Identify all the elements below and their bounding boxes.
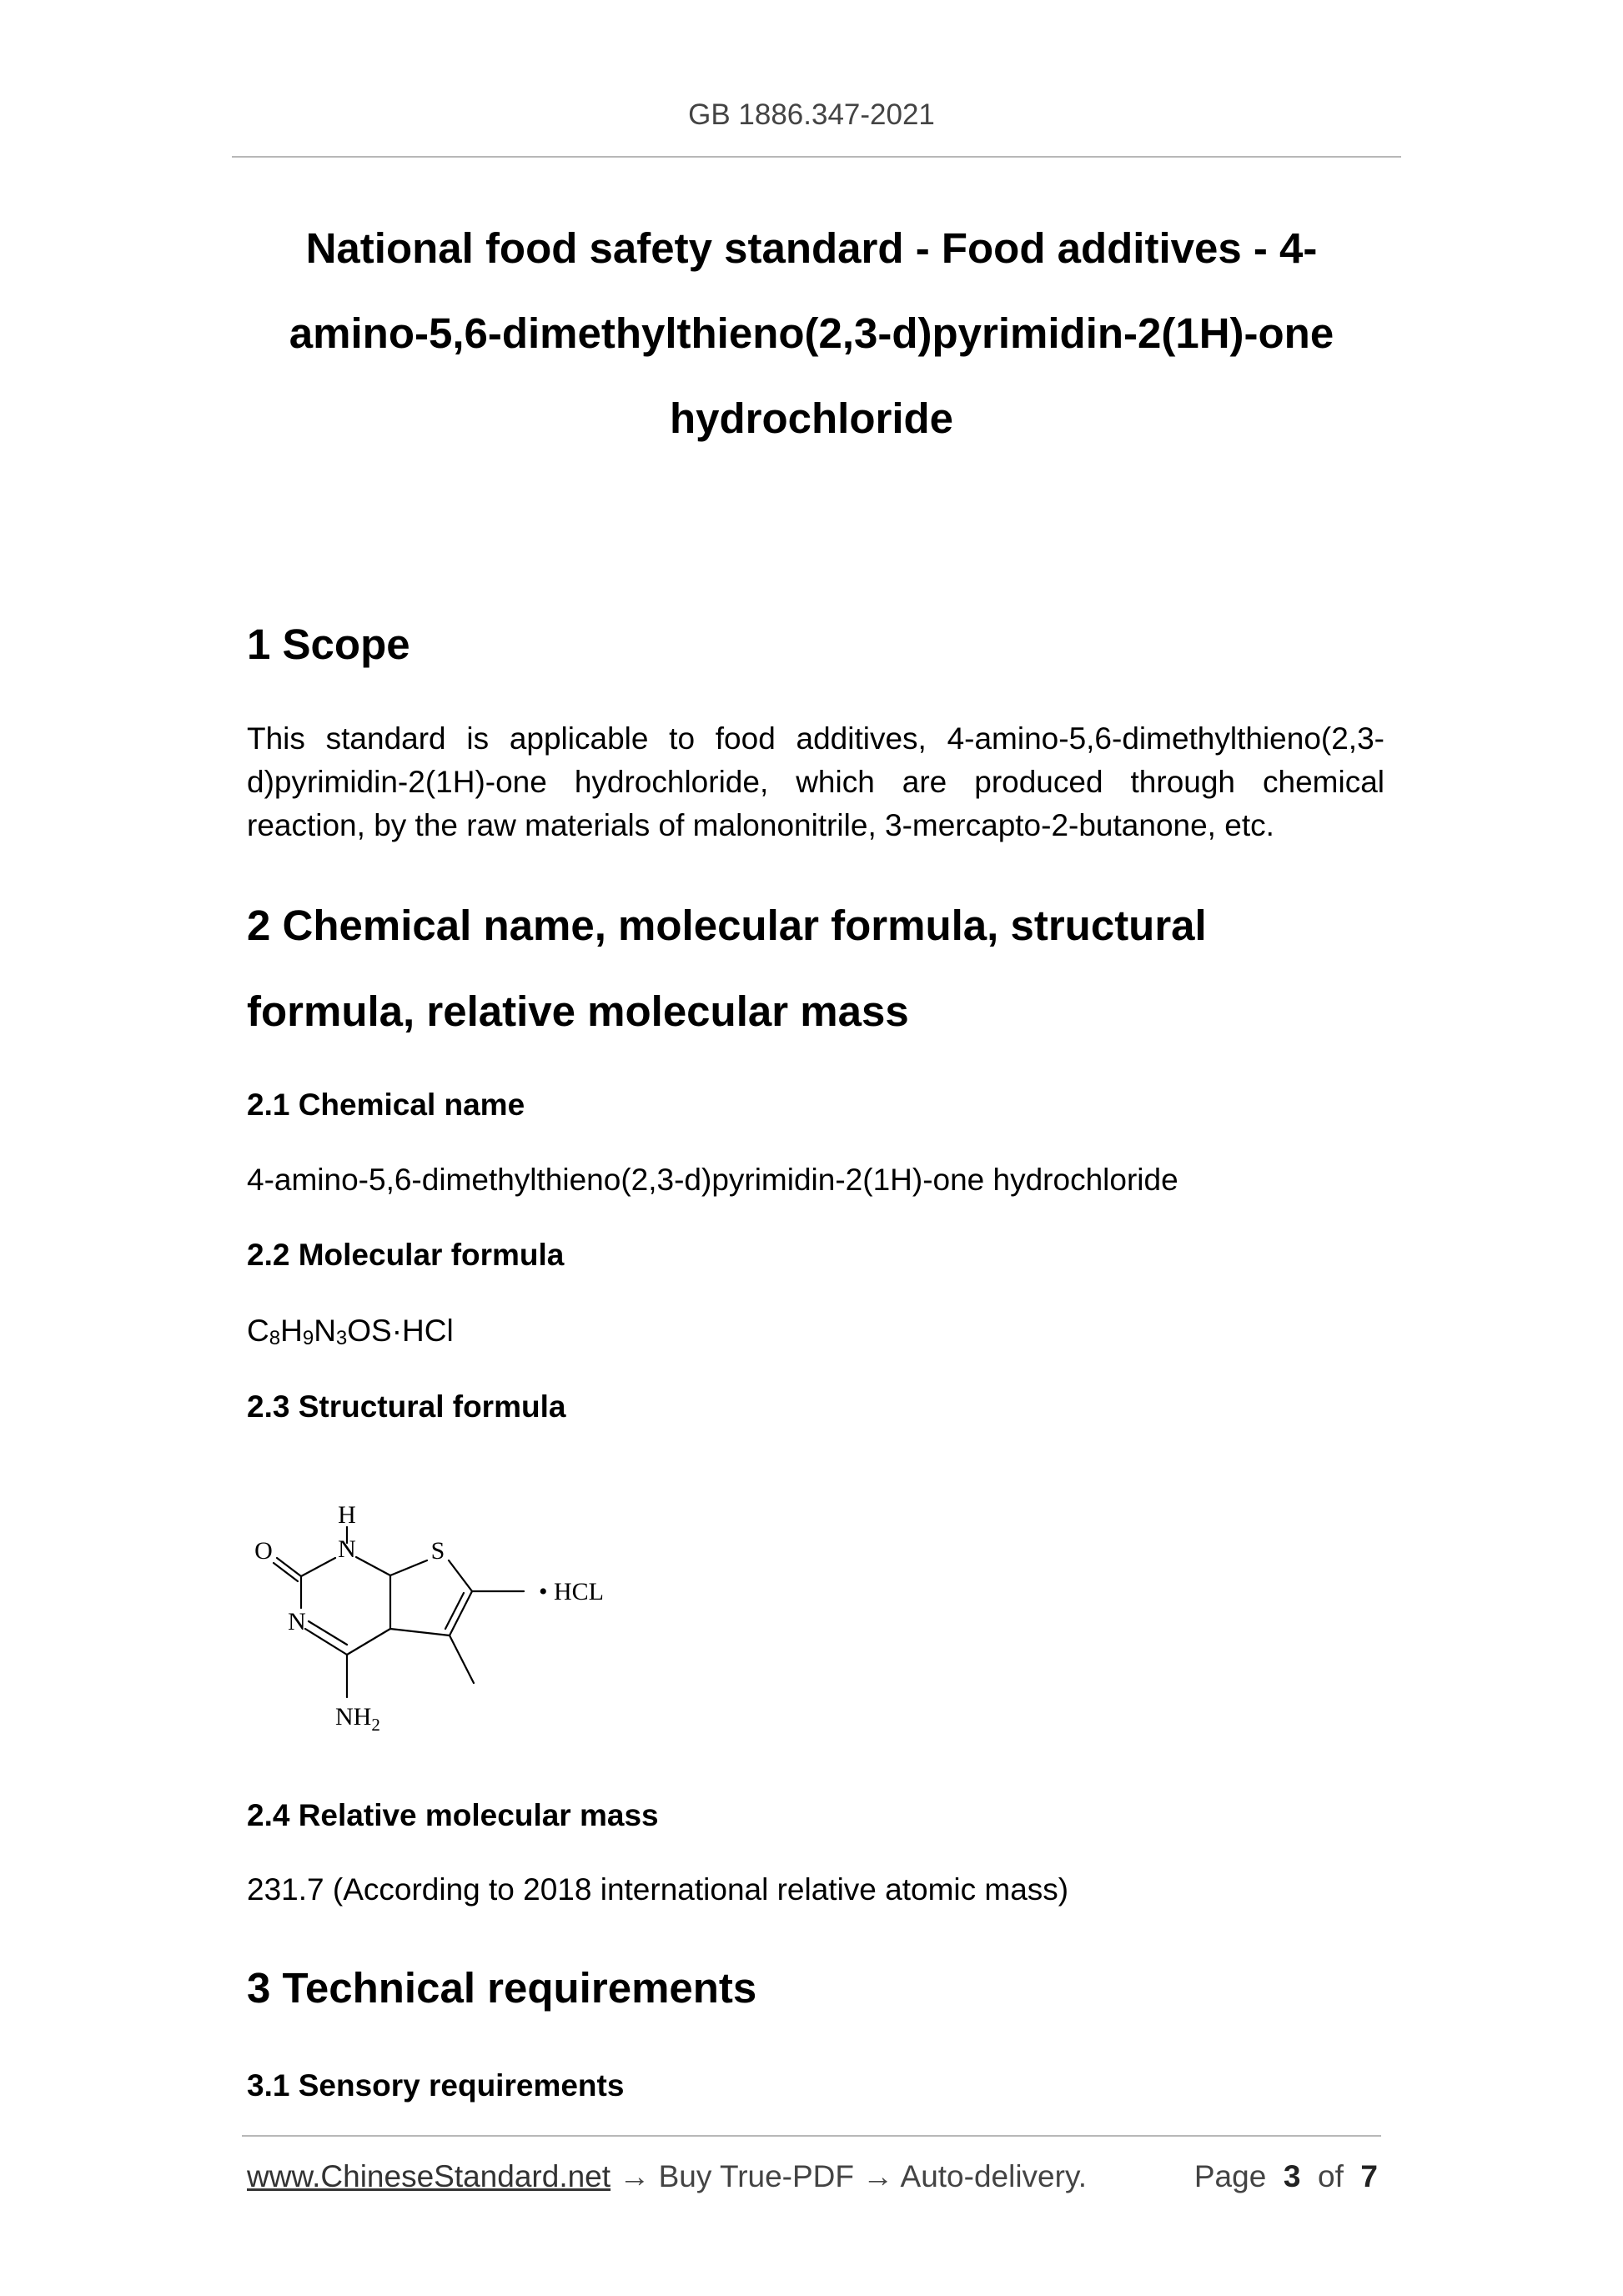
- title-line-2: amino-5,6-dimethylthieno(2,3-d)pyrimidin-2(1H)-one: [289, 309, 1334, 357]
- chemical-name-text: 4-amino-5,6-dimethylthieno(2,3-d)pyrimidin-2(1H)-one hydrochloride: [247, 1163, 1178, 1197]
- scope-line-3: reaction, by the raw materials of malononitrile, 3-mercapto-2-butanone, etc.: [247, 808, 1274, 842]
- section-2-1-heading: 2.1 Chemical name: [247, 1088, 525, 1122]
- scope-line-2: d)pyrimidin-2(1H)-one hydrochloride, which are produced through chemical: [247, 765, 1384, 799]
- hydrochloride-salt-label: • HCL: [539, 1578, 605, 1605]
- atom-o-label: O: [254, 1537, 273, 1565]
- molecular-formula: $C_8H_9N_3OS\cdot HCl$: [247, 1314, 454, 1349]
- section-1-heading: 1 Scope: [247, 620, 410, 668]
- atom-s-label: S: [430, 1537, 445, 1565]
- section-2-heading-line-1: 2 Chemical name, molecular formula, structural: [247, 902, 1207, 949]
- section-2-heading-line-2: formula, relative molecular mass: [247, 987, 909, 1035]
- title-line-1: National food safety standard - Food additives - 4-: [305, 224, 1318, 272]
- atom-n1-label: N: [338, 1535, 356, 1563]
- structural-formula: [245, 1475, 629, 1750]
- section-2-2-heading: 2.2 Molecular formula: [247, 1238, 565, 1272]
- atom-n3-label: N: [288, 1608, 306, 1635]
- section-2-3-heading: 2.3 Structural formula: [247, 1389, 566, 1424]
- total-pages-number: 7: [1360, 2159, 1378, 2193]
- section-2-heading: [247, 882, 1414, 1054]
- document-title: [242, 206, 1381, 461]
- section-3-1-heading: 3.1 Sensory requirements: [247, 2068, 625, 2103]
- section-3-heading: 3 Technical requirements: [247, 1964, 757, 2012]
- header-divider: [232, 156, 1401, 158]
- atom-h-label: H: [338, 1501, 356, 1529]
- scope-paragraph: [247, 717, 1384, 847]
- scope-line-1: This standard is applicable to food additives, 4-amino-5,6-dimethylthieno(2,3-: [247, 721, 1384, 756]
- page-indicator: Page 3 of 7: [1193, 2159, 1378, 2193]
- title-line-3: hydrochloride: [669, 394, 954, 442]
- footer-divider: [242, 2135, 1381, 2137]
- section-2-4-heading: 2.4 Relative molecular mass: [247, 1798, 659, 1832]
- relative-molecular-mass-text: 231.7 (According to 2018 international relative atomic mass): [247, 1872, 1069, 1907]
- footer-promo-text: → Buy True-PDF → Auto-delivery.: [611, 2159, 1087, 2193]
- structural-formula-diagram: [245, 1475, 629, 1750]
- website-link[interactable]: www.ChineseStandard.net: [247, 2159, 611, 2193]
- document-code-header: GB 1886.347-2021: [688, 98, 935, 131]
- amino-group-label: $NH_2$: [335, 1703, 380, 1735]
- page-footer: [247, 2159, 1378, 2194]
- current-page-number: 3: [1283, 2159, 1301, 2193]
